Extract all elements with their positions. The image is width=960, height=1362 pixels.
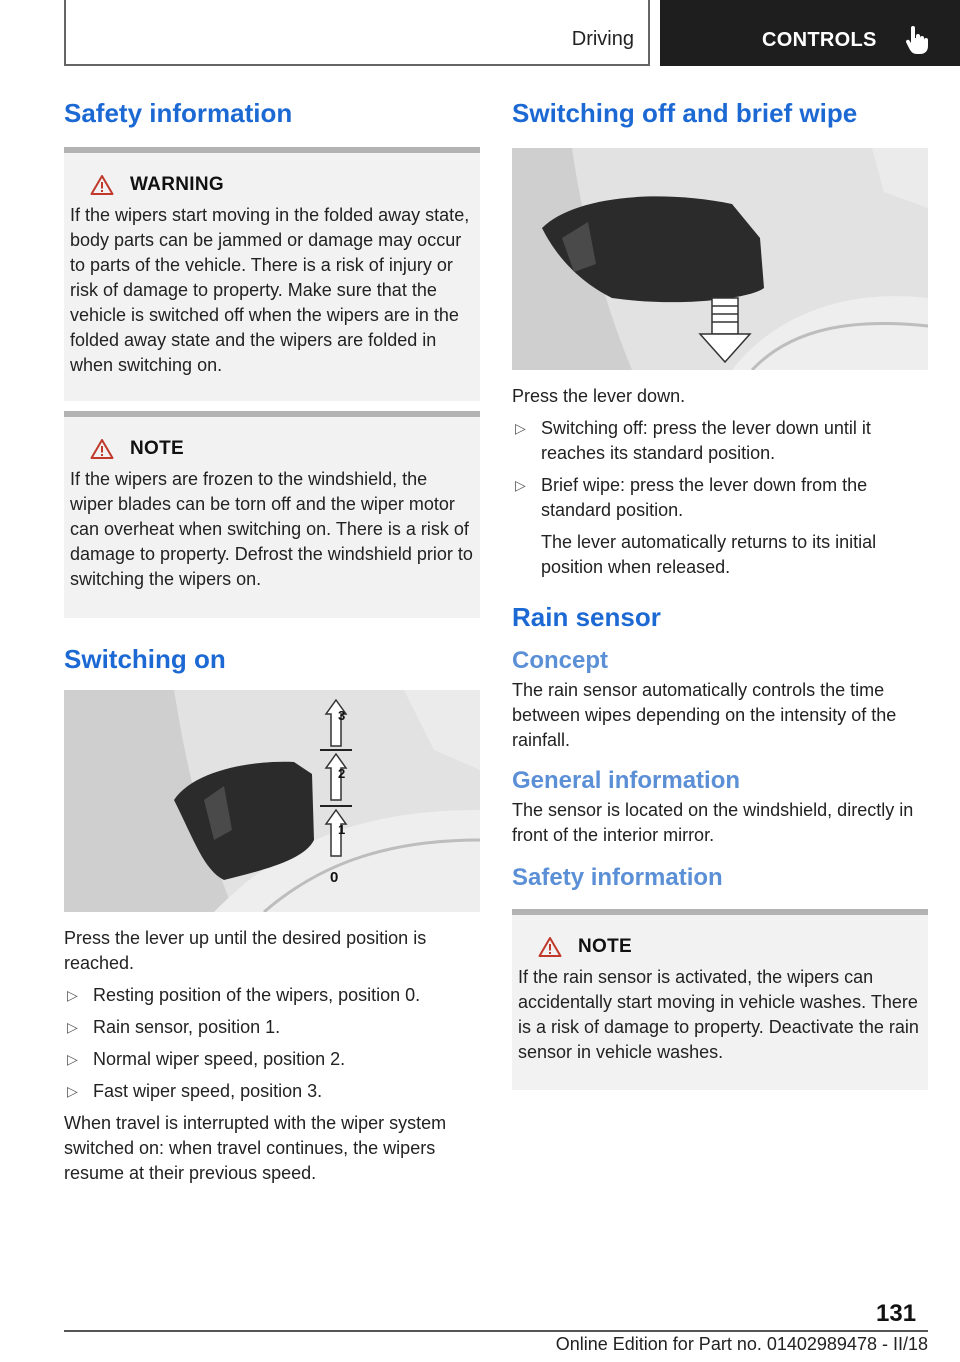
right-column — [512, 98, 928, 1090]
footer-divider — [64, 1330, 928, 1332]
lever-down-illustration — [512, 148, 928, 370]
warning-label: WARNING — [130, 174, 224, 195]
press-up-text: Press the lever up until the desired position is reached. — [64, 928, 427, 973]
list-item: ▷ Normal wiper speed, position 2. — [64, 1047, 480, 1072]
triangle-bullet-icon: ▷ — [515, 420, 526, 436]
list-item: ▷ Resting position of the wipers, position 0. — [64, 983, 480, 1008]
section-label: Driving — [571, 28, 634, 50]
section-tab — [64, 0, 650, 66]
note-text: If the wipers are frozen to the windshield, the wiper blades can be torn off and the wiper motor can overheat when switching on. There is a risk of damage to property. Defrost the windshield prior to switching the wipers on. — [70, 469, 473, 589]
triangle-bullet-icon: ▷ — [67, 987, 78, 1003]
position-label-0: 0 — [330, 869, 339, 886]
list-item: ▷ Fast wiper speed, position 3. — [64, 1079, 480, 1104]
lever-up-illustration — [64, 690, 480, 912]
warning-triangle-icon — [90, 438, 114, 460]
concept-text: The rain sensor automatically controls the time between wipes depending on the intensity of the rainfall. — [512, 679, 897, 750]
warning-text: If the wipers start moving in the folded away state, body parts can be jammed or damage may occur to parts of the vehicle. There is a risk of injury or risk of damage to property. Make sure that the vehicle is switched off when the wipers are in the folded away state and the wipers are folded in when switching on. — [70, 205, 470, 375]
chapter-label: CONTROLS — [762, 29, 877, 51]
chapter-tab — [660, 0, 960, 66]
safety-information-subheading: Safety information — [512, 863, 723, 891]
general-information-heading: General information — [512, 766, 741, 794]
warning-triangle-icon — [90, 174, 114, 196]
page-number: 131 — [876, 1300, 917, 1327]
switch-off-list — [512, 416, 928, 523]
switching-on-heading: Switching on — [64, 644, 226, 674]
concept-heading: Concept — [512, 647, 608, 675]
positions-list — [64, 983, 480, 1104]
triangle-bullet-icon: ▷ — [67, 1083, 78, 1099]
returns-text: The lever automatically returns to its initial position when released. — [541, 532, 877, 577]
list-item: ▷ Brief wipe: press the lever down from the standard position. — [512, 473, 928, 523]
general-text: The sensor is located on the windshield, directly in front of the interior mirror. — [512, 799, 914, 845]
note-text: If the rain sensor is activated, the wipers can accidentally start moving in vehicle washes. There is a risk of damage to property. Deactivate the rain sensor in vehicle washes. — [518, 966, 919, 1062]
page-header — [0, 0, 960, 66]
note-box — [64, 411, 480, 618]
position-label-2: 2 — [338, 766, 346, 781]
safety-information-heading: Safety information — [64, 98, 293, 128]
list-item: ▷ Rain sensor, position 1. — [64, 1015, 480, 1040]
triangle-bullet-icon: ▷ — [67, 1019, 78, 1035]
position-label-3: 3 — [338, 708, 346, 723]
triangle-bullet-icon: ▷ — [515, 477, 526, 493]
left-column — [64, 98, 480, 1186]
hand-pointer-icon — [905, 26, 929, 54]
note-label: NOTE — [130, 438, 184, 459]
travel-text: When travel is interrupted with the wiper system switched on: when travel continues, the wipers resume at their previous speed. — [64, 1113, 447, 1183]
note-label: NOTE — [578, 935, 632, 957]
footer-edition: Online Edition for Part no. 01402989478 - II/18 — [555, 1334, 928, 1354]
warning-box — [64, 147, 480, 401]
position-label-1: 1 — [338, 822, 346, 837]
rain-sensor-note-box — [512, 909, 928, 1090]
switching-off-heading: Switching off and brief wipe — [512, 98, 858, 128]
list-item: ▷ Switching off: press the lever down until it reaches its standard position. — [512, 416, 928, 466]
triangle-bullet-icon: ▷ — [67, 1051, 78, 1067]
rain-sensor-heading: Rain sensor — [512, 602, 661, 632]
warning-triangle-icon — [538, 936, 562, 958]
press-down-text: Press the lever down. — [512, 386, 686, 406]
